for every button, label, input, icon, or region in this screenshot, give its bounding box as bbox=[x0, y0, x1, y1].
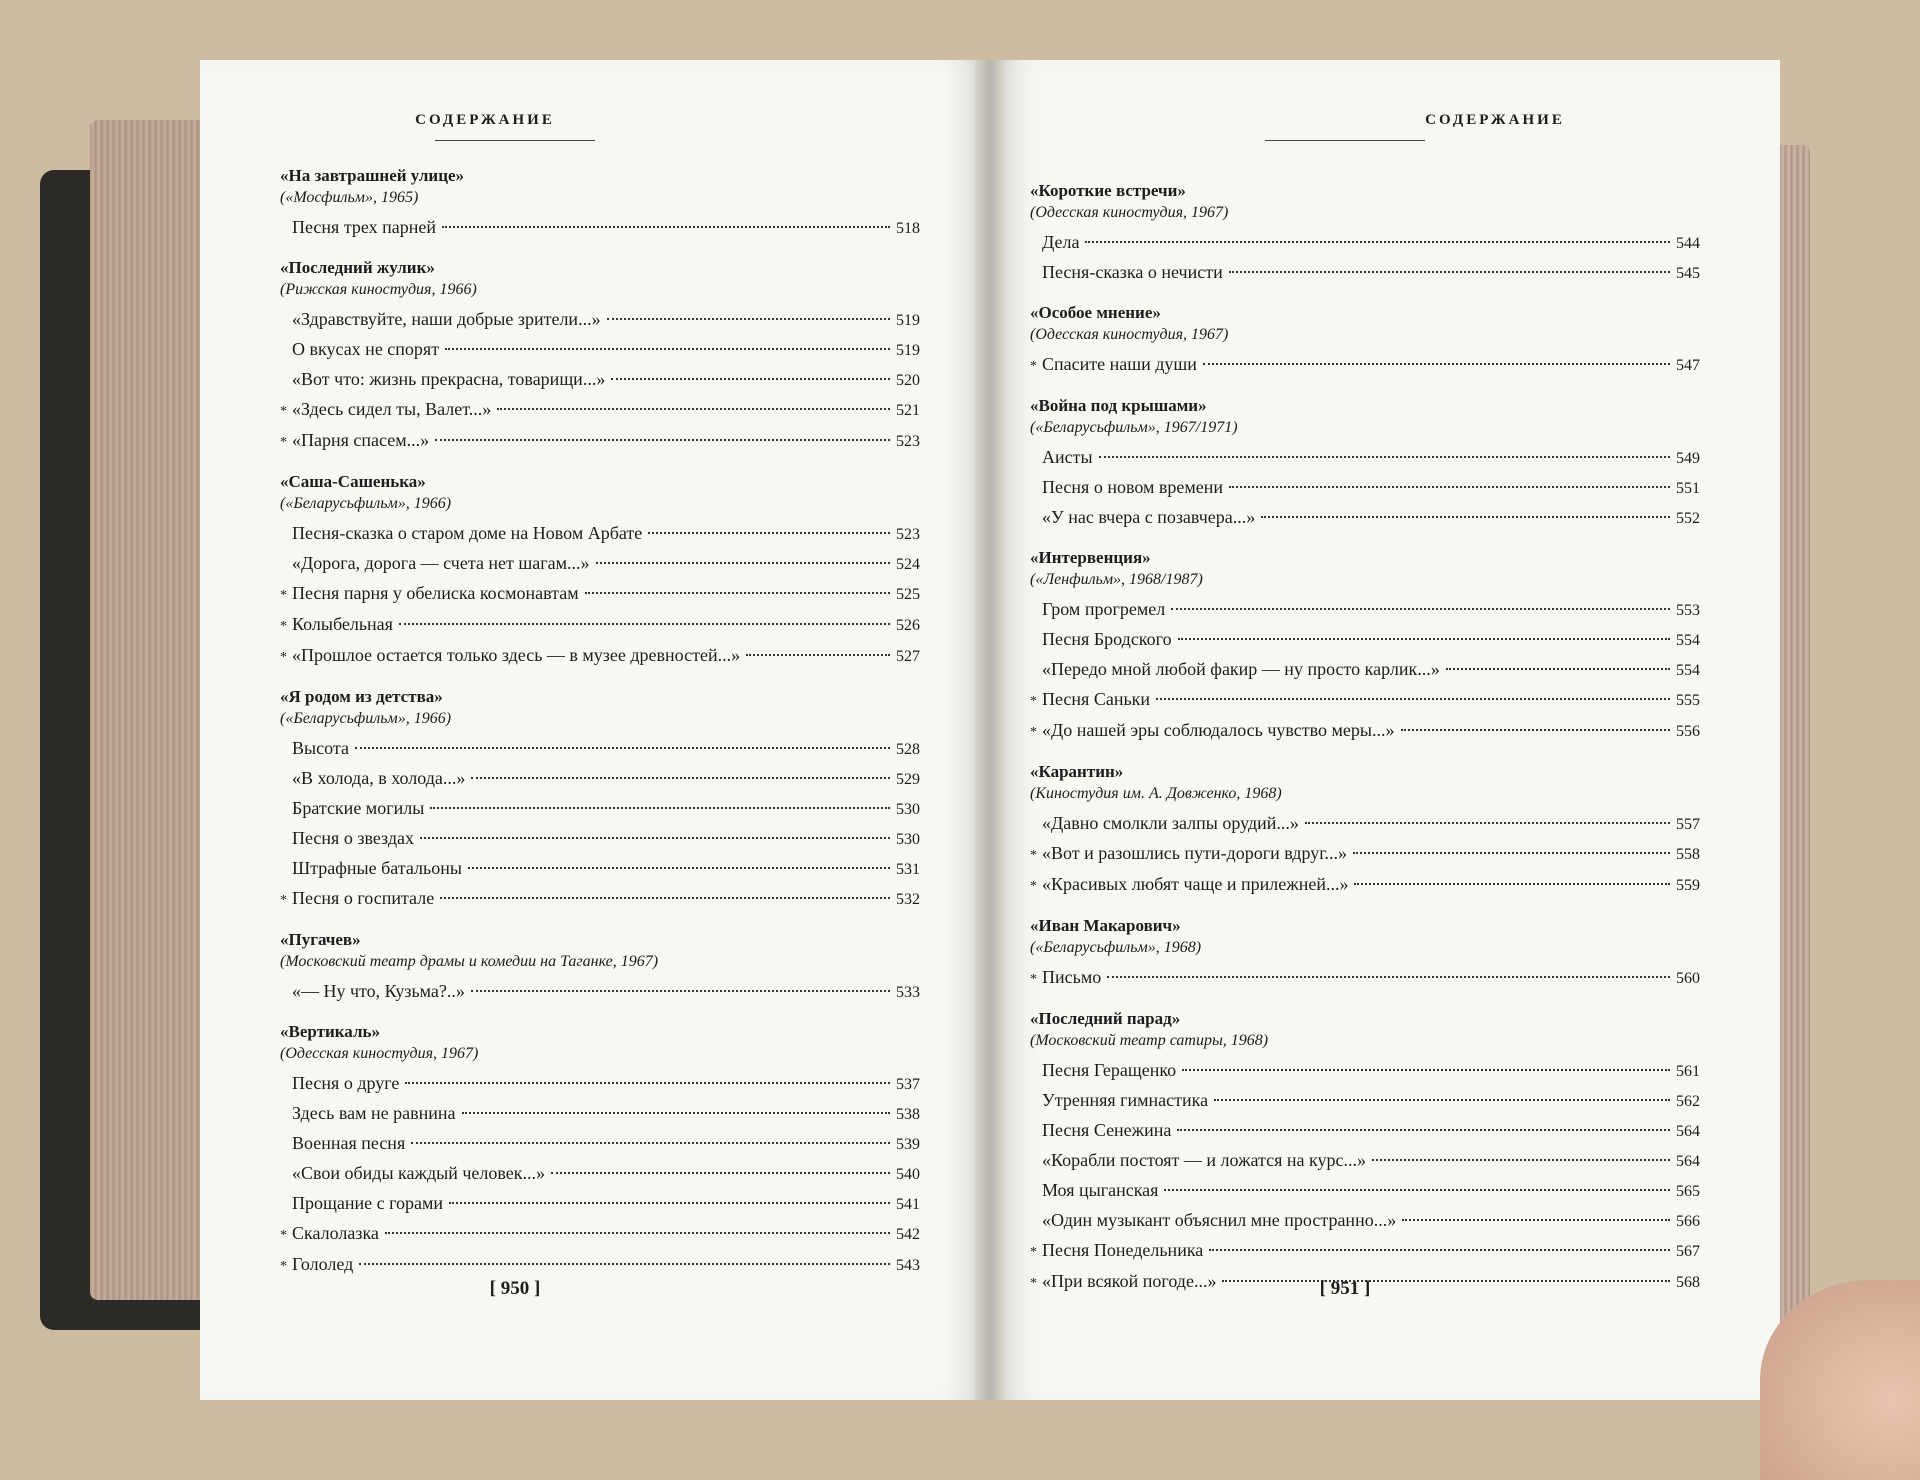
entry-page-number: 529 bbox=[896, 771, 920, 788]
dot-leader bbox=[1402, 1219, 1670, 1221]
asterisk-mark: * bbox=[280, 435, 287, 450]
dot-leader bbox=[1446, 668, 1670, 670]
entry-page-number: 540 bbox=[896, 1166, 920, 1183]
toc-entry bbox=[280, 1250, 920, 1281]
entry-page-number: 521 bbox=[896, 402, 920, 419]
toc-entry bbox=[1030, 595, 1700, 625]
entry-page-number: 533 bbox=[896, 984, 920, 1001]
section-source: («Беларусьфильм», 1966) bbox=[280, 495, 452, 512]
entry-page-number: 519 bbox=[896, 342, 920, 359]
toc-section bbox=[280, 1021, 920, 1281]
dot-leader bbox=[399, 623, 890, 625]
toc-entry bbox=[280, 854, 920, 884]
asterisk-mark: * bbox=[1030, 848, 1037, 863]
toc-section bbox=[1030, 180, 1700, 288]
section-source: (Рижская киностудия, 1966) bbox=[280, 281, 477, 298]
entry-page-number: 531 bbox=[896, 861, 920, 878]
entry-title: Дела bbox=[1042, 232, 1080, 252]
dot-leader bbox=[1099, 456, 1670, 458]
section-title: «Война под крышами» bbox=[1030, 396, 1207, 415]
page-number: [ 951 ] bbox=[1319, 1278, 1371, 1299]
toc-entry bbox=[280, 426, 920, 457]
entry-title: «До нашей эры соблюдалось чувство меры...» bbox=[1042, 720, 1395, 740]
section-title: «Иван Макарович» bbox=[1030, 916, 1181, 935]
toc-entry bbox=[1030, 1176, 1700, 1206]
toc-entry bbox=[280, 641, 920, 672]
entry-title: Письмо bbox=[1042, 967, 1102, 987]
toc-entry bbox=[1030, 685, 1700, 716]
asterisk-mark: * bbox=[1030, 879, 1037, 894]
section-source: (Одесская киностудия, 1967) bbox=[1030, 326, 1229, 343]
toc-entry bbox=[280, 335, 920, 365]
entry-page-number: 565 bbox=[1676, 1183, 1700, 1200]
dot-leader bbox=[471, 777, 890, 779]
toc-entry bbox=[1030, 503, 1700, 533]
dot-leader bbox=[1177, 1129, 1670, 1131]
entry-page-number: 553 bbox=[1676, 602, 1700, 619]
entry-page-number: 562 bbox=[1676, 1093, 1700, 1110]
toc-entry bbox=[280, 734, 920, 764]
toc-entry bbox=[280, 884, 920, 915]
entry-page-number: 564 bbox=[1676, 1123, 1700, 1140]
header-rule bbox=[1265, 140, 1425, 141]
toc-entry bbox=[280, 519, 920, 549]
page-number: [ 950 ] bbox=[489, 1278, 541, 1299]
entry-title: «Здравствуйте, наши добрые зрители...» bbox=[292, 309, 601, 329]
entry-page-number: 524 bbox=[896, 556, 920, 573]
toc-entry bbox=[280, 395, 920, 426]
section-source: (Одесская киностудия, 1967) bbox=[1030, 204, 1229, 221]
dot-leader bbox=[1164, 1189, 1670, 1191]
dot-leader bbox=[1171, 608, 1670, 610]
entry-title: «Прошлое остается только здесь — в музее древностей...» bbox=[292, 645, 741, 665]
asterisk-mark: * bbox=[280, 404, 287, 419]
dot-leader bbox=[385, 1232, 890, 1234]
entry-title: Спасите наши души bbox=[1042, 354, 1197, 374]
toc-entry bbox=[280, 549, 920, 579]
dot-leader bbox=[497, 408, 890, 410]
entry-page-number: 555 bbox=[1676, 692, 1700, 709]
entry-title: Братские могилы bbox=[292, 798, 425, 818]
dot-leader bbox=[462, 1112, 890, 1114]
entry-title: Высота bbox=[292, 738, 349, 758]
asterisk-mark: * bbox=[280, 893, 287, 908]
entry-title: «Дорога, дорога — счета нет шагам...» bbox=[292, 553, 590, 573]
entry-title: Песня Геращенко bbox=[1042, 1060, 1177, 1080]
entry-page-number: 564 bbox=[1676, 1153, 1700, 1170]
entry-title: Скалолазка bbox=[292, 1223, 379, 1243]
entry-page-number: 554 bbox=[1676, 662, 1700, 679]
entry-title: «Парня спасем...» bbox=[292, 430, 430, 450]
section-title: «Последний парад» bbox=[1030, 1009, 1181, 1028]
entry-page-number: 556 bbox=[1676, 723, 1700, 740]
section-source: («Ленфильм», 1968/1987) bbox=[1030, 571, 1203, 588]
entry-page-number: 519 bbox=[896, 312, 920, 329]
dot-leader bbox=[1182, 1069, 1670, 1071]
toc-entry bbox=[280, 764, 920, 794]
toc-entry bbox=[280, 213, 920, 243]
dot-leader bbox=[430, 807, 890, 809]
dot-leader bbox=[1203, 363, 1670, 365]
entry-title: «— Ну что, Кузьма?..» bbox=[292, 981, 465, 1001]
toc-entry bbox=[1030, 1116, 1700, 1146]
entry-page-number: 532 bbox=[896, 891, 920, 908]
entry-title: Песня Бродского bbox=[1042, 629, 1172, 649]
entry-title: Здесь вам не равнина bbox=[292, 1103, 456, 1123]
entry-title: Песня парня у обелиска космонавтам bbox=[292, 583, 579, 603]
entry-page-number: 559 bbox=[1676, 877, 1700, 894]
asterisk-mark: * bbox=[280, 619, 287, 634]
dot-leader bbox=[611, 378, 890, 380]
dot-leader bbox=[411, 1142, 890, 1144]
toc-entry bbox=[1030, 258, 1700, 288]
toc-section bbox=[1030, 547, 1700, 747]
dot-leader bbox=[471, 990, 890, 992]
entry-page-number: 547 bbox=[1676, 357, 1700, 374]
book-gutter bbox=[975, 60, 1005, 1400]
dot-leader bbox=[468, 867, 890, 869]
toc-entry bbox=[1030, 625, 1700, 655]
section-source: (Киностудия им. А. Довженко, 1968) bbox=[1030, 785, 1282, 802]
toc-entry bbox=[1030, 1236, 1700, 1267]
entry-title: Песня трех парней bbox=[292, 217, 437, 237]
dot-leader bbox=[1178, 638, 1670, 640]
toc-section bbox=[1030, 1008, 1700, 1298]
entry-page-number: 530 bbox=[896, 831, 920, 848]
running-head: СОДЕРЖАНИЕ bbox=[415, 112, 555, 128]
running-head: СОДЕРЖАНИЕ bbox=[1425, 112, 1565, 128]
toc-section bbox=[280, 257, 920, 457]
toc-entry bbox=[1030, 473, 1700, 503]
section-title: «Короткие встречи» bbox=[1030, 181, 1186, 200]
entry-page-number: 560 bbox=[1676, 970, 1700, 987]
toc-section bbox=[1030, 395, 1700, 533]
entry-title: Песня о госпитале bbox=[292, 888, 435, 908]
dot-leader bbox=[1401, 729, 1670, 731]
section-title: «Вертикаль» bbox=[280, 1022, 380, 1041]
section-source: (Одесская киностудия, 1967) bbox=[280, 1045, 479, 1062]
entry-page-number: 566 bbox=[1676, 1213, 1700, 1230]
entry-title: Утренняя гимнастика bbox=[1042, 1090, 1209, 1110]
entry-title: Песня-сказка о нечисти bbox=[1042, 262, 1223, 282]
toc-entry bbox=[280, 365, 920, 395]
entry-page-number: 523 bbox=[896, 526, 920, 543]
entry-page-number: 527 bbox=[896, 648, 920, 665]
entry-title: «Свои обиды каждый человек...» bbox=[292, 1163, 545, 1183]
entry-page-number: 551 bbox=[1676, 480, 1700, 497]
entry-page-number: 530 bbox=[896, 801, 920, 818]
dot-leader bbox=[1372, 1159, 1670, 1161]
asterisk-mark: * bbox=[1030, 725, 1037, 740]
entry-title: Песня Понедельника bbox=[1042, 1240, 1204, 1260]
toc-section bbox=[280, 929, 920, 1007]
toc-entry bbox=[1030, 963, 1700, 994]
toc-entry bbox=[1030, 350, 1700, 381]
toc-entry bbox=[1030, 870, 1700, 901]
entry-page-number: 544 bbox=[1676, 235, 1700, 252]
entry-title: «У нас вчера с позавчера...» bbox=[1042, 507, 1256, 527]
entry-page-number: 568 bbox=[1676, 1274, 1700, 1291]
dot-leader bbox=[1229, 271, 1670, 273]
toc-entry bbox=[1030, 443, 1700, 473]
entry-page-number: 520 bbox=[896, 372, 920, 389]
toc-entry bbox=[1030, 228, 1700, 258]
toc-entry bbox=[280, 610, 920, 641]
entry-page-number: 528 bbox=[896, 741, 920, 758]
asterisk-mark: * bbox=[1030, 694, 1037, 709]
entry-title: «В холода, в холода...» bbox=[292, 768, 466, 788]
entry-title: «Давно смолкли залпы орудий...» bbox=[1042, 813, 1299, 833]
dot-leader bbox=[1305, 822, 1670, 824]
dot-leader bbox=[355, 747, 890, 749]
dot-leader bbox=[551, 1172, 890, 1174]
dot-leader bbox=[405, 1082, 890, 1084]
entry-title: Колыбельная bbox=[292, 614, 393, 634]
entry-page-number: 538 bbox=[896, 1106, 920, 1123]
section-source: («Беларусьфильм», 1968) bbox=[1030, 939, 1202, 956]
dot-leader bbox=[1353, 852, 1670, 854]
entry-title: «При всякой погоде...» bbox=[1042, 1271, 1217, 1291]
toc-section bbox=[1030, 761, 1700, 901]
toc-entry bbox=[1030, 1086, 1700, 1116]
toc-entry bbox=[280, 794, 920, 824]
section-source: («Мосфильм», 1965) bbox=[280, 189, 419, 206]
section-title: «Пугачев» bbox=[280, 930, 361, 949]
right-page bbox=[990, 60, 1780, 1400]
entry-page-number: 549 bbox=[1676, 450, 1700, 467]
toc-entry bbox=[280, 579, 920, 610]
entry-title: Песня о звездах bbox=[292, 828, 414, 848]
toc-entry bbox=[280, 1099, 920, 1129]
section-title: «На завтрашней улице» bbox=[280, 166, 465, 185]
entry-page-number: 541 bbox=[896, 1196, 920, 1213]
section-source: (Московский театр драмы и комедии на Таганке, 1967) bbox=[280, 953, 659, 970]
entry-page-number: 523 bbox=[896, 433, 920, 450]
toc-entry bbox=[1030, 1056, 1700, 1086]
entry-page-number: 526 bbox=[896, 617, 920, 634]
dot-leader bbox=[442, 226, 890, 228]
header-rule bbox=[435, 140, 595, 141]
entry-page-number: 567 bbox=[1676, 1243, 1700, 1260]
section-title: «Интервенция» bbox=[1030, 548, 1151, 567]
toc-section bbox=[280, 471, 920, 672]
dot-leader bbox=[445, 348, 890, 350]
toc-entry bbox=[280, 1129, 920, 1159]
dot-leader bbox=[1354, 883, 1670, 885]
dot-leader bbox=[1229, 486, 1670, 488]
toc-entry bbox=[1030, 716, 1700, 747]
asterisk-mark: * bbox=[1030, 1245, 1037, 1260]
entry-title: «Вот и разошлись пути-дороги вдруг...» bbox=[1042, 843, 1348, 863]
asterisk-mark: * bbox=[280, 1228, 287, 1243]
toc-section bbox=[280, 686, 920, 915]
entry-page-number: 537 bbox=[896, 1076, 920, 1093]
section-title: «Я родом из детства» bbox=[280, 687, 443, 706]
dot-leader bbox=[1156, 698, 1670, 700]
dot-leader bbox=[420, 837, 890, 839]
entry-page-number: 552 bbox=[1676, 510, 1700, 527]
dot-leader bbox=[1214, 1099, 1670, 1101]
section-source: (Московский театр сатиры, 1968) bbox=[1030, 1032, 1269, 1049]
dot-leader bbox=[746, 654, 890, 656]
toc-entry bbox=[1030, 1146, 1700, 1176]
entry-title: Моя цыганская bbox=[1042, 1180, 1159, 1200]
toc-entry bbox=[280, 1189, 920, 1219]
toc-entry bbox=[280, 824, 920, 854]
entry-page-number: 518 bbox=[896, 220, 920, 237]
table-of-contents bbox=[1030, 180, 1700, 1312]
entry-page-number: 557 bbox=[1676, 816, 1700, 833]
toc-section bbox=[1030, 915, 1700, 994]
asterisk-mark: * bbox=[280, 1259, 287, 1274]
asterisk-mark: * bbox=[280, 588, 287, 603]
asterisk-mark: * bbox=[1030, 359, 1037, 374]
entry-title: Песня Саньки bbox=[1042, 689, 1151, 709]
entry-title: «Передо мной любой факир — ну просто карлик...» bbox=[1042, 659, 1440, 679]
toc-entry bbox=[280, 977, 920, 1007]
toc-section bbox=[1030, 302, 1700, 381]
toc-entry bbox=[1030, 1206, 1700, 1236]
dot-leader bbox=[648, 532, 890, 534]
entry-title: «Корабли постоят — и ложатся на курс...» bbox=[1042, 1150, 1367, 1170]
dot-leader bbox=[1209, 1249, 1670, 1251]
dot-leader bbox=[440, 897, 890, 899]
entry-page-number: 545 bbox=[1676, 265, 1700, 282]
dot-leader bbox=[359, 1263, 890, 1265]
entry-title: Песня-сказка о старом доме на Новом Арбате bbox=[292, 523, 643, 543]
entry-title: Штрафные батальоны bbox=[292, 858, 462, 878]
entry-title: О вкусах не спорят bbox=[292, 339, 440, 359]
dot-leader bbox=[607, 318, 890, 320]
section-source: («Беларусьфильм», 1967/1971) bbox=[1030, 419, 1238, 436]
entry-title: Военная песня bbox=[292, 1133, 406, 1153]
entry-title: «Вот что: жизнь прекрасна, товарищи...» bbox=[292, 369, 606, 389]
table-of-contents bbox=[280, 165, 920, 1295]
section-title: «Особое мнение» bbox=[1030, 303, 1161, 322]
dot-leader bbox=[1085, 241, 1670, 243]
toc-entry bbox=[280, 1219, 920, 1250]
section-source: («Беларусьфильм», 1966) bbox=[280, 710, 452, 727]
toc-entry bbox=[280, 1069, 920, 1099]
asterisk-mark: * bbox=[1030, 972, 1037, 987]
entry-title: Песня о новом времени bbox=[1042, 477, 1224, 497]
entry-title: «Здесь сидел ты, Валет...» bbox=[292, 399, 492, 419]
entry-title: Песня о друге bbox=[292, 1073, 400, 1093]
entry-title: Песня Сенежина bbox=[1042, 1120, 1172, 1140]
entry-page-number: 543 bbox=[896, 1257, 920, 1274]
entry-title: Аисты bbox=[1042, 447, 1093, 467]
dot-leader bbox=[1107, 976, 1670, 978]
left-page bbox=[200, 60, 990, 1400]
entry-title: «Красивых любят чаще и прилежней...» bbox=[1042, 874, 1349, 894]
entry-page-number: 561 bbox=[1676, 1063, 1700, 1080]
entry-page-number: 554 bbox=[1676, 632, 1700, 649]
dot-leader bbox=[596, 562, 890, 564]
dot-leader bbox=[449, 1202, 890, 1204]
entry-page-number: 542 bbox=[896, 1226, 920, 1243]
entry-title: Гололед bbox=[292, 1254, 354, 1274]
asterisk-mark: * bbox=[280, 650, 287, 665]
section-title: «Последний жулик» bbox=[280, 258, 435, 277]
toc-entry bbox=[1030, 655, 1700, 685]
toc-entry bbox=[1030, 809, 1700, 839]
section-title: «Карантин» bbox=[1030, 762, 1124, 781]
entry-page-number: 558 bbox=[1676, 846, 1700, 863]
entry-title: Прощание с горами bbox=[292, 1193, 444, 1213]
entry-title: «Один музыкант объяснил мне пространно...» bbox=[1042, 1210, 1397, 1230]
dot-leader bbox=[1261, 516, 1670, 518]
toc-entry bbox=[280, 1159, 920, 1189]
dot-leader bbox=[435, 439, 890, 441]
dot-leader bbox=[585, 592, 890, 594]
asterisk-mark: * bbox=[1030, 1276, 1037, 1291]
entry-page-number: 539 bbox=[896, 1136, 920, 1153]
toc-section bbox=[280, 165, 920, 243]
entry-title: Гром прогремел bbox=[1042, 599, 1166, 619]
toc-entry bbox=[1030, 839, 1700, 870]
entry-page-number: 525 bbox=[896, 586, 920, 603]
section-title: «Саша-Сашенька» bbox=[280, 472, 426, 491]
toc-entry bbox=[280, 305, 920, 335]
